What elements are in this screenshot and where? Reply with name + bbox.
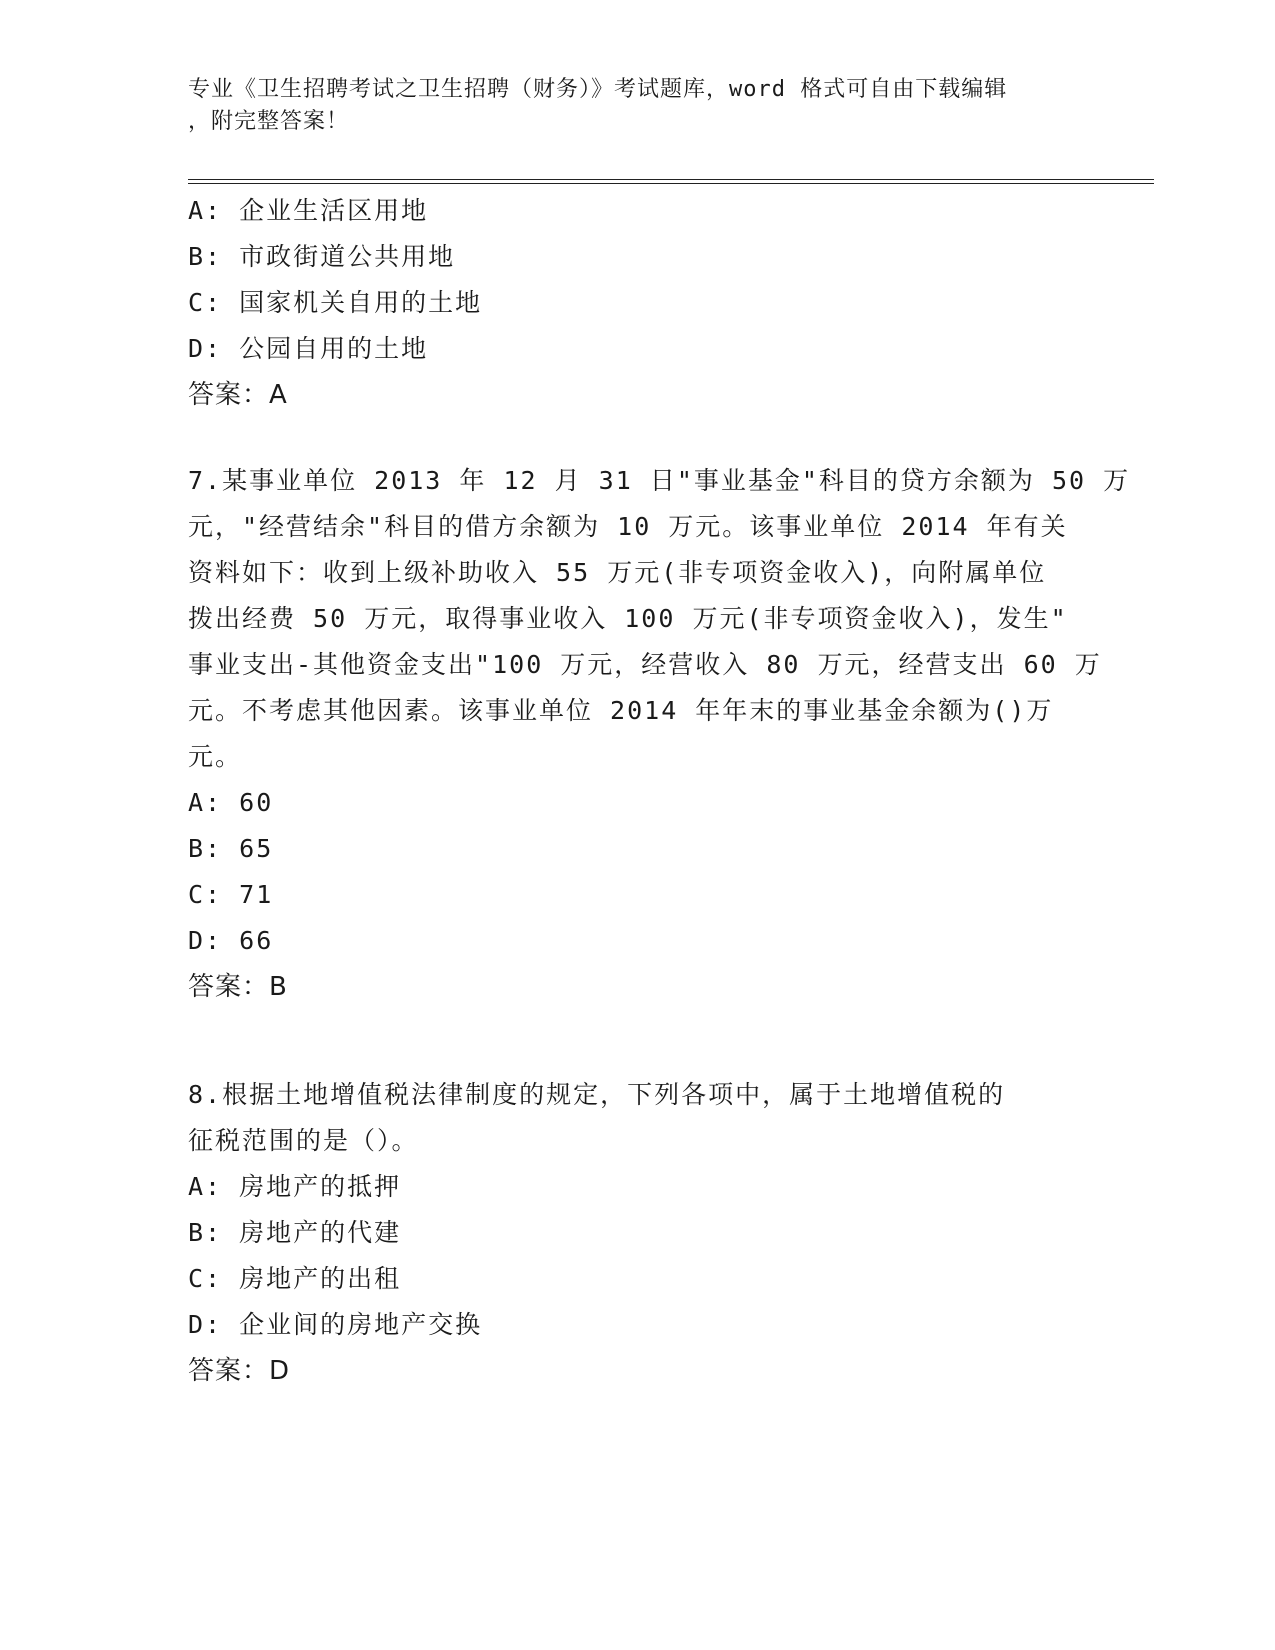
option-b: B: 房地产的代建 bbox=[188, 1218, 402, 1247]
document-header bbox=[188, 74, 1068, 138]
option-a: A: 企业生活区用地 bbox=[188, 196, 429, 225]
stem-line: 拨出经费 50 万元，取得事业收入 100 万元(非专项资金收入)，发生" bbox=[188, 604, 1068, 633]
question-stem bbox=[188, 458, 1131, 780]
stem-line: 事业支出-其他资金支出"100 万元，经营收入 80 万元，经营支出 60 万 bbox=[188, 650, 1102, 679]
option-a: A: 房地产的抵押 bbox=[188, 1172, 402, 1201]
stem-line: 元，"经营结余"科目的借方余额为 10 万元。该事业单位 2014 年有关 bbox=[188, 512, 1068, 541]
option-b: B: 65 bbox=[188, 834, 274, 863]
option-c: C: 房地产的出租 bbox=[188, 1264, 402, 1293]
option-a: A: 60 bbox=[188, 788, 274, 817]
option-d: D: 公园自用的土地 bbox=[188, 334, 429, 363]
stem-line: 元。不考虑其他因素。该事业单位 2014 年年末的事业基金余额为()万 bbox=[188, 696, 1054, 725]
question-7 bbox=[188, 458, 1131, 1010]
question-stem bbox=[188, 1072, 1088, 1164]
header-divider-top bbox=[188, 179, 1154, 180]
option-d: D: 66 bbox=[188, 926, 274, 955]
option-d: D: 企业间的房地产交换 bbox=[188, 1310, 483, 1339]
answer: 答案：A bbox=[188, 380, 288, 410]
option-b: B: 市政街道公共用地 bbox=[188, 242, 456, 271]
option-c: C: 71 bbox=[188, 880, 274, 909]
option-c: C: 国家机关自用的土地 bbox=[188, 288, 483, 317]
header-divider-bottom bbox=[188, 183, 1154, 184]
stem-line: 征税范围的是（）。 bbox=[188, 1126, 419, 1155]
stem-line: 元。 bbox=[188, 742, 243, 771]
question-8 bbox=[188, 1072, 1088, 1394]
header-line-2: ，附完整答案！ bbox=[188, 109, 350, 134]
question-6 bbox=[188, 188, 1088, 418]
stem-line: 8.根据土地增值税法律制度的规定，下列各项中，属于土地增值税的 bbox=[188, 1080, 1006, 1109]
answer: 答案：D bbox=[188, 1356, 291, 1386]
stem-line: 7.某事业单位 2013 年 12 月 31 日"事业基金"科目的贷方余额为 50 万 bbox=[188, 466, 1131, 495]
answer: 答案：B bbox=[188, 972, 288, 1002]
header-line-1: 专业《卫生招聘考试之卫生招聘（财务）》考试题库，word 格式可自由下载编辑 bbox=[188, 77, 1008, 102]
stem-line: 资料如下：收到上级补助收入 55 万元(非专项资金收入)，向附属单位 bbox=[188, 558, 1047, 587]
